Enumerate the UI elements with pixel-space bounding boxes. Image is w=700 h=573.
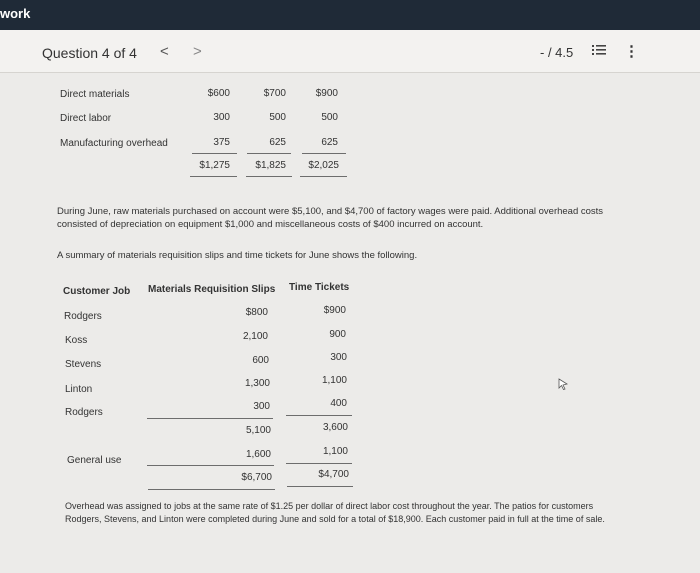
row-label: Direct labor (60, 113, 112, 124)
job-name: Rodgers (64, 311, 102, 322)
cost-cell: 300 (213, 112, 230, 123)
app-brand: work (0, 6, 31, 21)
column-header-materials: Materials Requisition Slips (148, 284, 276, 295)
summary-intro: A summary of materials requisition slips and time tickets for June shows the following. (57, 250, 418, 261)
materials-cell: 300 (253, 401, 270, 412)
cost-cell: 500 (269, 112, 286, 123)
materials-cell: $800 (245, 307, 268, 318)
total-rule (190, 176, 237, 177)
sum-rule (302, 153, 346, 154)
column-header-time: Time Tickets (289, 282, 350, 293)
cost-cell: 625 (321, 137, 338, 148)
total-cell: $1,825 (255, 160, 286, 171)
subtotal-rule (147, 418, 273, 419)
cost-cell: $900 (315, 88, 338, 99)
time-cell: 300 (330, 352, 347, 363)
materials-cell: 2,100 (242, 331, 268, 342)
paragraph-line: During June, raw materials purchased on account were $5,100, and $4,700 of factory wages were paid. Additional overhead costs (57, 206, 604, 217)
total-rule (148, 489, 275, 490)
total-rule (287, 486, 353, 487)
column-header-job: Customer Job (63, 286, 131, 297)
sum-rule (192, 153, 237, 154)
time-total: $4,700 (318, 469, 349, 480)
materials-subtotal: 5,100 (245, 425, 271, 436)
list-icon[interactable] (592, 44, 606, 56)
question-content (0, 73, 700, 573)
sum-rule (247, 153, 291, 154)
cost-cell: $600 (207, 88, 230, 99)
question-title: Question 4 of 4 (42, 45, 137, 61)
total-rule (246, 176, 292, 177)
job-name: Rodgers (65, 407, 103, 418)
cost-cell: 375 (213, 137, 230, 148)
paragraph-line: Overhead was assigned to jobs at the same rate of $1.25 per dollar of direct labor cost throughout the year. The patios for customers (65, 501, 594, 511)
overhead-paragraph (65, 500, 605, 526)
materials-cell: 600 (252, 355, 269, 366)
time-cell: 900 (329, 329, 346, 340)
total-cell: $1,275 (199, 160, 230, 171)
time-cell: 1,100 (321, 375, 347, 386)
paragraph-line: Rodgers, Stevens, and Linton were completed during June and sold for a total of $18,900. Each customer paid in full at the time of sale. (65, 514, 605, 524)
cost-cell: $700 (263, 88, 286, 99)
mouse-cursor-icon (557, 378, 569, 390)
subtotal-rule (286, 415, 352, 416)
job-name: Koss (65, 335, 88, 346)
previous-question-button[interactable]: < (160, 43, 169, 60)
row-label: Direct materials (60, 89, 130, 100)
materials-total: $6,700 (241, 472, 272, 483)
time-subtotal: 3,600 (322, 422, 348, 433)
job-name: Linton (65, 384, 93, 395)
more-vertical-icon[interactable]: ⋮ (624, 43, 639, 60)
time-cell: $900 (323, 305, 346, 316)
top-bar (0, 0, 700, 30)
time-cell: 400 (330, 398, 347, 409)
question-bar (0, 30, 700, 73)
materials-cell: 1,300 (244, 378, 270, 389)
time-cell: 1,100 (322, 446, 348, 457)
cost-cell: 500 (321, 112, 338, 123)
paragraph-line: consisted of depreciation on equipment $1,000 and miscellaneous costs of $400 incurred on account. (57, 219, 484, 230)
job-name: General use (67, 455, 122, 466)
score-display: - / 4.5 (540, 45, 574, 60)
total-rule (147, 465, 274, 466)
total-rule (286, 463, 352, 464)
problem-paragraph (57, 205, 603, 231)
total-rule (300, 176, 347, 177)
total-cell: $2,025 (308, 160, 339, 171)
row-label: Manufacturing overhead (60, 138, 168, 149)
job-name: Stevens (65, 359, 102, 370)
materials-cell: 1,600 (245, 449, 271, 460)
cost-cell: 625 (269, 137, 286, 148)
next-question-button[interactable]: > (193, 43, 202, 60)
